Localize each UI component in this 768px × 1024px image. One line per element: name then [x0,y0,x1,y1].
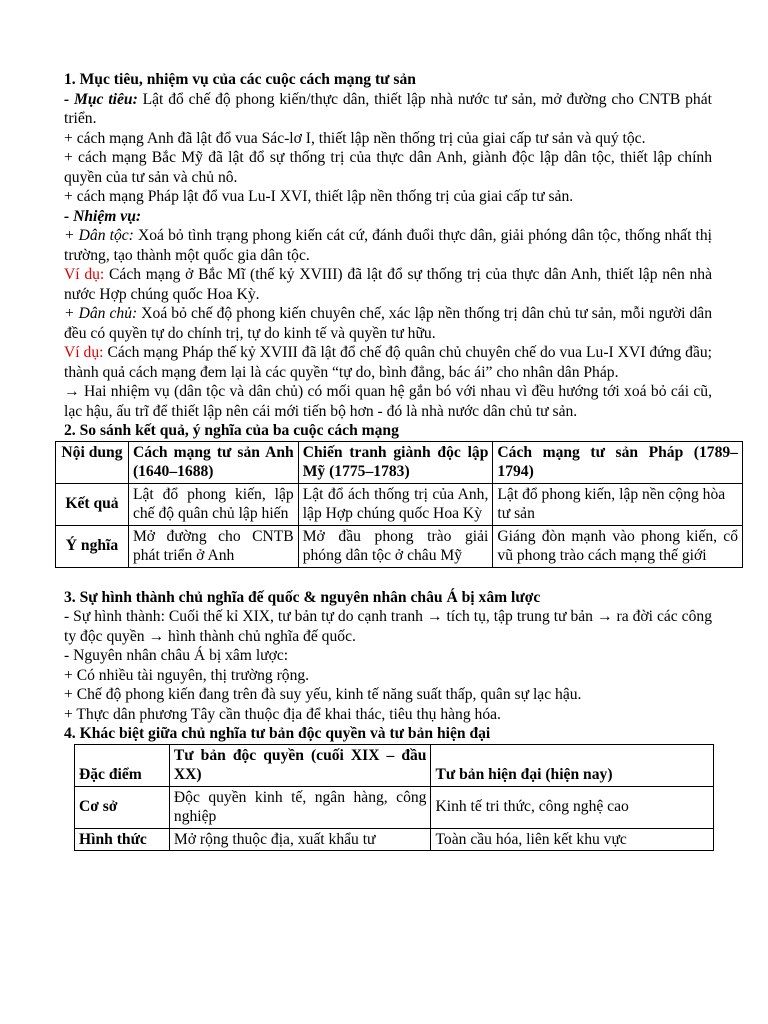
document-page [61,70,738,851]
table-cell: Kinh tế tri thức, công nghệ cao [431,786,714,828]
table-header: Cách mạng tư sản Anh (1640–1688) [128,441,298,483]
table-cell: Mở đường cho CNTB phát triển ở Anh [128,525,298,567]
table-cell: Toàn cầu hóa, liên kết khu vực [431,828,714,851]
vi-du-2-text: Cách mạng Pháp thế kỷ XVIII đã lật đổ chế độ quân chủ chuyên chế do vua Lu-I XVI đứng đầu; thành quả cách mạng đem lại là các quyền “tự do, bình đẳng, bác ái” cho nhân dân Pháp. [64,344,712,381]
dan-chu-text: Xoá bỏ chế độ phong kiến chuyên chế, xác lập nền thống trị dân chủ tư sản, mỗi người dân đều có quyền tự do chính trị, tự do kinh tế và quyền tư hữu. [64,305,712,342]
row-label: Kết quả [56,483,129,525]
nhiem-vu-label: - Nhiệm vụ: [64,207,142,225]
formation-text: - Sự hình thành: Cuối thế kỉ XIX, tư bản tự do cạnh tranh → tích tụ, tập trung tư bản → ra đời các công ty độc quyền → hình thành chủ nghĩa đế quốc. [64,608,712,645]
table-cell: Độc quyền kinh tế, ngân hàng, công nghiệp [169,786,431,828]
section-1-title: 1. Mục tiêu, nhiệm vụ của các cuộc cách mạng tư sản [64,71,416,88]
table-cell: Mở rộng thuộc địa, xuất khẩu tư [169,828,431,851]
vi-du-1-paragraph [64,265,712,304]
table-header-row [56,441,743,483]
table-header: Nội dung [56,441,129,483]
table-row [56,483,743,525]
cause-item: + Thực dân phương Tây cần thuộc địa để khai thác, tiêu thụ hàng hóa. [64,705,501,723]
section-4-title: 4. Khác biệt giữa chủ nghĩa tư bản độc quyền và tư bản hiện đại [64,725,491,742]
table-cell: Mở đầu phong trào giải phóng dân tộc ở châu Mỹ [298,525,493,567]
cause-item: + Có nhiều tài nguyên, thị trường rộng. [64,666,310,684]
example-north-america: + cách mạng Bắc Mỹ đã lật đổ sự thống trị của thực dân Anh, giành độc lập dân tộc, thiết lập chính quyền của tư sản và chủ nô. [64,149,712,186]
table-row [56,525,743,567]
cause-item: + Chế độ phong kiến đang trên đà suy yếu, kinh tế năng suất thấp, quân sự lạc hậu. [64,686,582,703]
table-header: Cách mạng tư sản Pháp (1789–1794) [493,441,743,483]
example-france: + cách mạng Pháp lật đổ vua Lu-I XVI, thiết lập nền thống trị của giai cấp tư sản. [64,188,574,205]
dan-chu-paragraph [64,304,712,343]
vi-du-2-paragraph [64,343,712,382]
table-cell: Giáng đòn mạnh vào phong kiến, cổ vũ phong trào cách mạng thế giới [493,525,743,567]
table-header-row [75,744,714,786]
table-row [75,786,714,828]
table-header: Đặc điểm [75,744,170,786]
table-header: Chiến tranh giành độc lập Mỹ (1775–1783) [298,441,493,483]
table-cell: Lật đổ phong kiến, lập chế độ quân chủ lập hiến [128,483,298,525]
conclusion-paragraph [64,382,712,421]
dan-toc-label: + Dân tộc: [64,227,134,244]
capitalism-table [74,744,714,852]
dan-chu-label: + Dân chủ: [64,305,138,322]
dan-toc-paragraph [64,226,712,265]
vi-du-1-label: Ví dụ: [64,266,105,283]
muc-tieu-label: - Mục tiêu: [64,90,138,108]
table-header: Tư bản độc quyền (cuối XIX – đầu XX) [169,744,431,786]
arrow-icon: → [64,383,80,400]
example-england: + cách mạng Anh đã lật đổ vua Sác-lơ I, thiết lập nền thống trị của giai cấp tư sản và quý tộc. [64,129,646,147]
row-label: Cơ sở [75,786,170,828]
table-cell: Lật đổ phong kiến, lập nền cộng hòa tư sản [493,483,743,525]
table-row [75,828,714,851]
vi-du-2-label: Ví dụ: [64,344,104,361]
table-header: Tư bản hiện đại (hiện nay) [431,744,714,786]
dan-toc-text: Xoá bỏ tình trạng phong kiến cát cứ, đánh đuổi thực dân, giải phóng dân tộc, thống nhất thị trường, tạo thành một quốc gia dân tộc. [64,227,712,264]
muc-tieu-text: Lật đổ chế độ phong kiến/thực dân, thiết lập nhà nước tư sản, mở đường cho CNTB phát triển. [64,90,712,127]
row-label: Hình thức [75,828,170,851]
vi-du-1-text: Cách mạng ở Bắc Mĩ (thế kỷ XVIII) đã lật đổ sự thống trị của thực dân Anh, thiết lập nên nhà nước Hợp chúng quốc Hoa Kỳ. [64,266,712,303]
row-label: Ý nghĩa [56,525,129,567]
muc-tieu-paragraph [64,90,712,129]
table-cell: Lật đổ ách thống trị của Anh, lập Hợp chúng quốc Hoa Kỳ [298,483,493,525]
comparison-table [55,441,743,568]
section-2-title: 2. So sánh kết quả, ý nghĩa của ba cuộc cách mạng [64,422,399,439]
section-3-title: 3. Sự hình thành chủ nghĩa đế quốc & nguyên nhân châu Á bị xâm lược [64,588,541,606]
conclusion-text: Hai nhiệm vụ (dân tộc và dân chủ) có mối quan hệ gắn bó với nhau vì đều hướng tới xoá bỏ cái cũ, lạc hậu, ấu trĩ để thiết lập nên cái mới tiến bộ hơn - đó là nhà nước dân chủ tư sản. [64,383,712,420]
causes-heading: - Nguyên nhân châu Á bị xâm lược: [64,647,289,664]
